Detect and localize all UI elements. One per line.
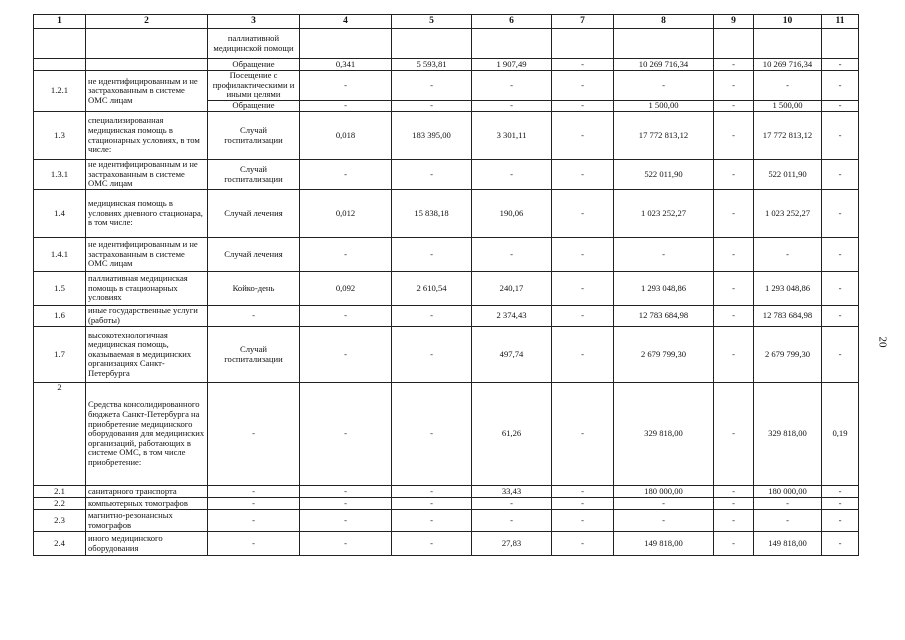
unit-cell: Случай лечения <box>208 190 300 238</box>
value-cell: - <box>754 498 822 510</box>
row-number: 2.1 <box>34 486 86 498</box>
value-cell: 1 023 252,27 <box>754 190 822 238</box>
value-cell: 1 500,00 <box>614 101 714 112</box>
row-description: не идентифицированным и не застрахованным в системе ОМС лицам <box>86 238 208 272</box>
table-row <box>34 532 859 556</box>
value-cell: - <box>472 238 552 272</box>
value-cell: - <box>714 112 754 160</box>
value-cell: - <box>822 101 859 112</box>
row-number: 1.3.1 <box>34 160 86 190</box>
table-row <box>34 383 859 486</box>
row-number: 1.5 <box>34 272 86 306</box>
value-cell: - <box>392 71 472 101</box>
value-cell: 10 269 716,34 <box>754 59 822 71</box>
value-cell: - <box>714 327 754 383</box>
value-cell: - <box>392 498 472 510</box>
value-cell: - <box>300 532 392 556</box>
value-cell <box>822 29 859 59</box>
value-cell: 33,43 <box>472 486 552 498</box>
header-cell: 3 <box>208 15 300 29</box>
row-number: 1.2.1 <box>34 71 86 112</box>
value-cell: - <box>552 498 614 510</box>
table-row <box>34 306 859 327</box>
value-cell: - <box>714 532 754 556</box>
table-row <box>34 327 859 383</box>
value-cell: 180 000,00 <box>614 486 714 498</box>
value-cell: - <box>714 59 754 71</box>
value-cell: - <box>392 383 472 486</box>
value-cell: - <box>822 160 859 190</box>
value-cell: - <box>300 498 392 510</box>
value-cell: - <box>552 510 614 532</box>
value-cell: - <box>822 486 859 498</box>
value-cell: - <box>822 327 859 383</box>
value-cell: 190,06 <box>472 190 552 238</box>
row-number: 1.3 <box>34 112 86 160</box>
value-cell <box>472 29 552 59</box>
value-cell: - <box>392 160 472 190</box>
table-row <box>34 272 859 306</box>
value-cell: 61,26 <box>472 383 552 486</box>
row-description: магнитно-резонансных томографов <box>86 510 208 532</box>
table-row <box>34 71 859 101</box>
table-row <box>34 498 859 510</box>
table-row <box>34 238 859 272</box>
value-cell: 2 679 799,30 <box>754 327 822 383</box>
unit-cell: Случай госпитализации <box>208 112 300 160</box>
value-cell: - <box>472 71 552 101</box>
value-cell: 3 301,11 <box>472 112 552 160</box>
unit-cell: Посещение с профилактическими и иными целями <box>208 71 300 101</box>
row-number: 2.2 <box>34 498 86 510</box>
value-cell: - <box>300 327 392 383</box>
value-cell: - <box>552 327 614 383</box>
value-cell: - <box>552 486 614 498</box>
row-description <box>86 59 208 71</box>
budget-table <box>33 14 859 556</box>
value-cell: - <box>714 160 754 190</box>
value-cell: 497,74 <box>472 327 552 383</box>
value-cell: - <box>822 112 859 160</box>
header-cell: 8 <box>614 15 714 29</box>
value-cell: - <box>552 272 614 306</box>
value-cell: 10 269 716,34 <box>614 59 714 71</box>
value-cell: - <box>822 190 859 238</box>
row-description: иного медицинского оборудования <box>86 532 208 556</box>
value-cell: - <box>552 160 614 190</box>
value-cell: 12 783 684,98 <box>754 306 822 327</box>
value-cell: - <box>754 238 822 272</box>
value-cell: 149 818,00 <box>754 532 822 556</box>
value-cell: - <box>300 306 392 327</box>
header-cell: 6 <box>472 15 552 29</box>
value-cell: 0,018 <box>300 112 392 160</box>
value-cell <box>300 29 392 59</box>
table-row <box>34 190 859 238</box>
row-number: 2.3 <box>34 510 86 532</box>
value-cell: - <box>822 498 859 510</box>
value-cell: 183 395,00 <box>392 112 472 160</box>
unit-cell: Случай госпитализации <box>208 327 300 383</box>
value-cell: - <box>300 510 392 532</box>
row-number: 1.4 <box>34 190 86 238</box>
row-number <box>34 29 86 59</box>
row-description: не идентифицированным и не застрахованным в системе ОМС лицам <box>86 71 208 112</box>
value-cell: 329 818,00 <box>614 383 714 486</box>
value-cell: 149 818,00 <box>614 532 714 556</box>
value-cell: - <box>614 238 714 272</box>
row-description: компьютерных томографов <box>86 498 208 510</box>
value-cell: - <box>392 532 472 556</box>
value-cell: - <box>392 238 472 272</box>
value-cell: - <box>392 327 472 383</box>
table-row <box>34 59 859 71</box>
table-row <box>34 510 859 532</box>
unit-cell: - <box>208 306 300 327</box>
value-cell: - <box>822 510 859 532</box>
value-cell: - <box>472 510 552 532</box>
value-cell: - <box>392 510 472 532</box>
value-cell: - <box>822 272 859 306</box>
unit-cell: Случай госпитализации <box>208 160 300 190</box>
value-cell: - <box>300 160 392 190</box>
value-cell: - <box>472 101 552 112</box>
value-cell: - <box>714 71 754 101</box>
row-description: паллиативная медицинская помощь в стационарных условиях <box>86 272 208 306</box>
page-number: 20 <box>876 336 889 348</box>
value-cell: - <box>714 510 754 532</box>
value-cell: 0,012 <box>300 190 392 238</box>
value-cell: - <box>822 238 859 272</box>
row-number: 2 <box>34 383 86 486</box>
value-cell: - <box>714 190 754 238</box>
row-number: 1.4.1 <box>34 238 86 272</box>
value-cell: - <box>552 532 614 556</box>
row-description: медицинская помощь в условиях дневного стационара, в том числе: <box>86 190 208 238</box>
value-cell: 2 374,43 <box>472 306 552 327</box>
value-cell: - <box>822 532 859 556</box>
value-cell: - <box>714 238 754 272</box>
row-description: специализированная медицинская помощь в стационарных условиях, в том числе: <box>86 112 208 160</box>
value-cell: - <box>714 486 754 498</box>
value-cell: 240,17 <box>472 272 552 306</box>
value-cell: - <box>472 498 552 510</box>
unit-cell: - <box>208 383 300 486</box>
value-cell: - <box>714 306 754 327</box>
value-cell <box>614 29 714 59</box>
value-cell: - <box>552 59 614 71</box>
row-description: иные государственные услуги (работы) <box>86 306 208 327</box>
value-cell: 17 772 813,12 <box>754 112 822 160</box>
row-description: не идентифицированным и не застрахованным в системе ОМС лицам <box>86 160 208 190</box>
value-cell <box>754 29 822 59</box>
header-cell: 2 <box>86 15 208 29</box>
value-cell: - <box>614 510 714 532</box>
value-cell: 1 500,00 <box>754 101 822 112</box>
value-cell: 27,83 <box>472 532 552 556</box>
row-number: 1.7 <box>34 327 86 383</box>
value-cell: - <box>392 101 472 112</box>
row-description: Средства консолидированного бюджета Санкт-Петербурга на приобретение медицинского оборудования для медицинских организаций, работающих в системе ОМС, в том числе приобретение: <box>86 383 208 486</box>
value-cell: - <box>714 383 754 486</box>
value-cell: 522 011,90 <box>754 160 822 190</box>
header-cell: 11 <box>822 15 859 29</box>
value-cell: - <box>552 383 614 486</box>
value-cell: - <box>472 160 552 190</box>
value-cell <box>392 29 472 59</box>
value-cell: - <box>714 101 754 112</box>
value-cell: - <box>614 71 714 101</box>
value-cell: - <box>552 306 614 327</box>
value-cell: - <box>392 486 472 498</box>
value-cell: - <box>300 101 392 112</box>
value-cell: - <box>714 272 754 306</box>
table-row <box>34 112 859 160</box>
value-cell: - <box>614 498 714 510</box>
table-row <box>34 29 859 59</box>
value-cell: - <box>300 383 392 486</box>
value-cell: 329 818,00 <box>754 383 822 486</box>
unit-cell: паллиативной медицинской помощи <box>208 29 300 59</box>
value-cell: 1 293 048,86 <box>614 272 714 306</box>
value-cell: - <box>714 498 754 510</box>
unit-cell: Случай лечения <box>208 238 300 272</box>
table-row <box>34 486 859 498</box>
value-cell: 0,19 <box>822 383 859 486</box>
value-cell: 2 610,54 <box>392 272 472 306</box>
value-cell: - <box>300 486 392 498</box>
row-number <box>34 59 86 71</box>
value-cell: - <box>822 59 859 71</box>
value-cell: 17 772 813,12 <box>614 112 714 160</box>
row-number: 2.4 <box>34 532 86 556</box>
value-cell <box>714 29 754 59</box>
unit-cell: - <box>208 510 300 532</box>
value-cell: 0,092 <box>300 272 392 306</box>
header-cell: 7 <box>552 15 614 29</box>
value-cell: - <box>822 306 859 327</box>
value-cell: 1 907,49 <box>472 59 552 71</box>
value-cell: - <box>822 71 859 101</box>
unit-cell: Койко-день <box>208 272 300 306</box>
value-cell: 522 011,90 <box>614 160 714 190</box>
value-cell: - <box>552 112 614 160</box>
header-cell: 9 <box>714 15 754 29</box>
value-cell: 1 023 252,27 <box>614 190 714 238</box>
value-cell: - <box>300 71 392 101</box>
value-cell: - <box>754 71 822 101</box>
row-number: 1.6 <box>34 306 86 327</box>
unit-cell: Обращение <box>208 59 300 71</box>
value-cell: - <box>300 238 392 272</box>
unit-cell: - <box>208 498 300 510</box>
value-cell: - <box>552 238 614 272</box>
unit-cell: - <box>208 532 300 556</box>
value-cell: - <box>552 101 614 112</box>
table-row <box>34 160 859 190</box>
row-description <box>86 29 208 59</box>
value-cell: 2 679 799,30 <box>614 327 714 383</box>
value-cell: 12 783 684,98 <box>614 306 714 327</box>
value-cell: 15 838,18 <box>392 190 472 238</box>
value-cell: - <box>552 190 614 238</box>
value-cell: - <box>392 306 472 327</box>
value-cell: 180 000,00 <box>754 486 822 498</box>
value-cell: 5 593,81 <box>392 59 472 71</box>
row-description: санитарного транспорта <box>86 486 208 498</box>
header-row <box>34 15 859 29</box>
value-cell: 1 293 048,86 <box>754 272 822 306</box>
header-cell: 1 <box>34 15 86 29</box>
value-cell <box>552 29 614 59</box>
value-cell: - <box>552 71 614 101</box>
header-cell: 10 <box>754 15 822 29</box>
value-cell: - <box>754 510 822 532</box>
header-cell: 5 <box>392 15 472 29</box>
value-cell: 0,341 <box>300 59 392 71</box>
header-cell: 4 <box>300 15 392 29</box>
unit-cell: Обращение <box>208 101 300 112</box>
row-description: высокотехнологичная медицинская помощь, оказываемая в медицинских организациях Санкт-Петербурга <box>86 327 208 383</box>
unit-cell: - <box>208 486 300 498</box>
